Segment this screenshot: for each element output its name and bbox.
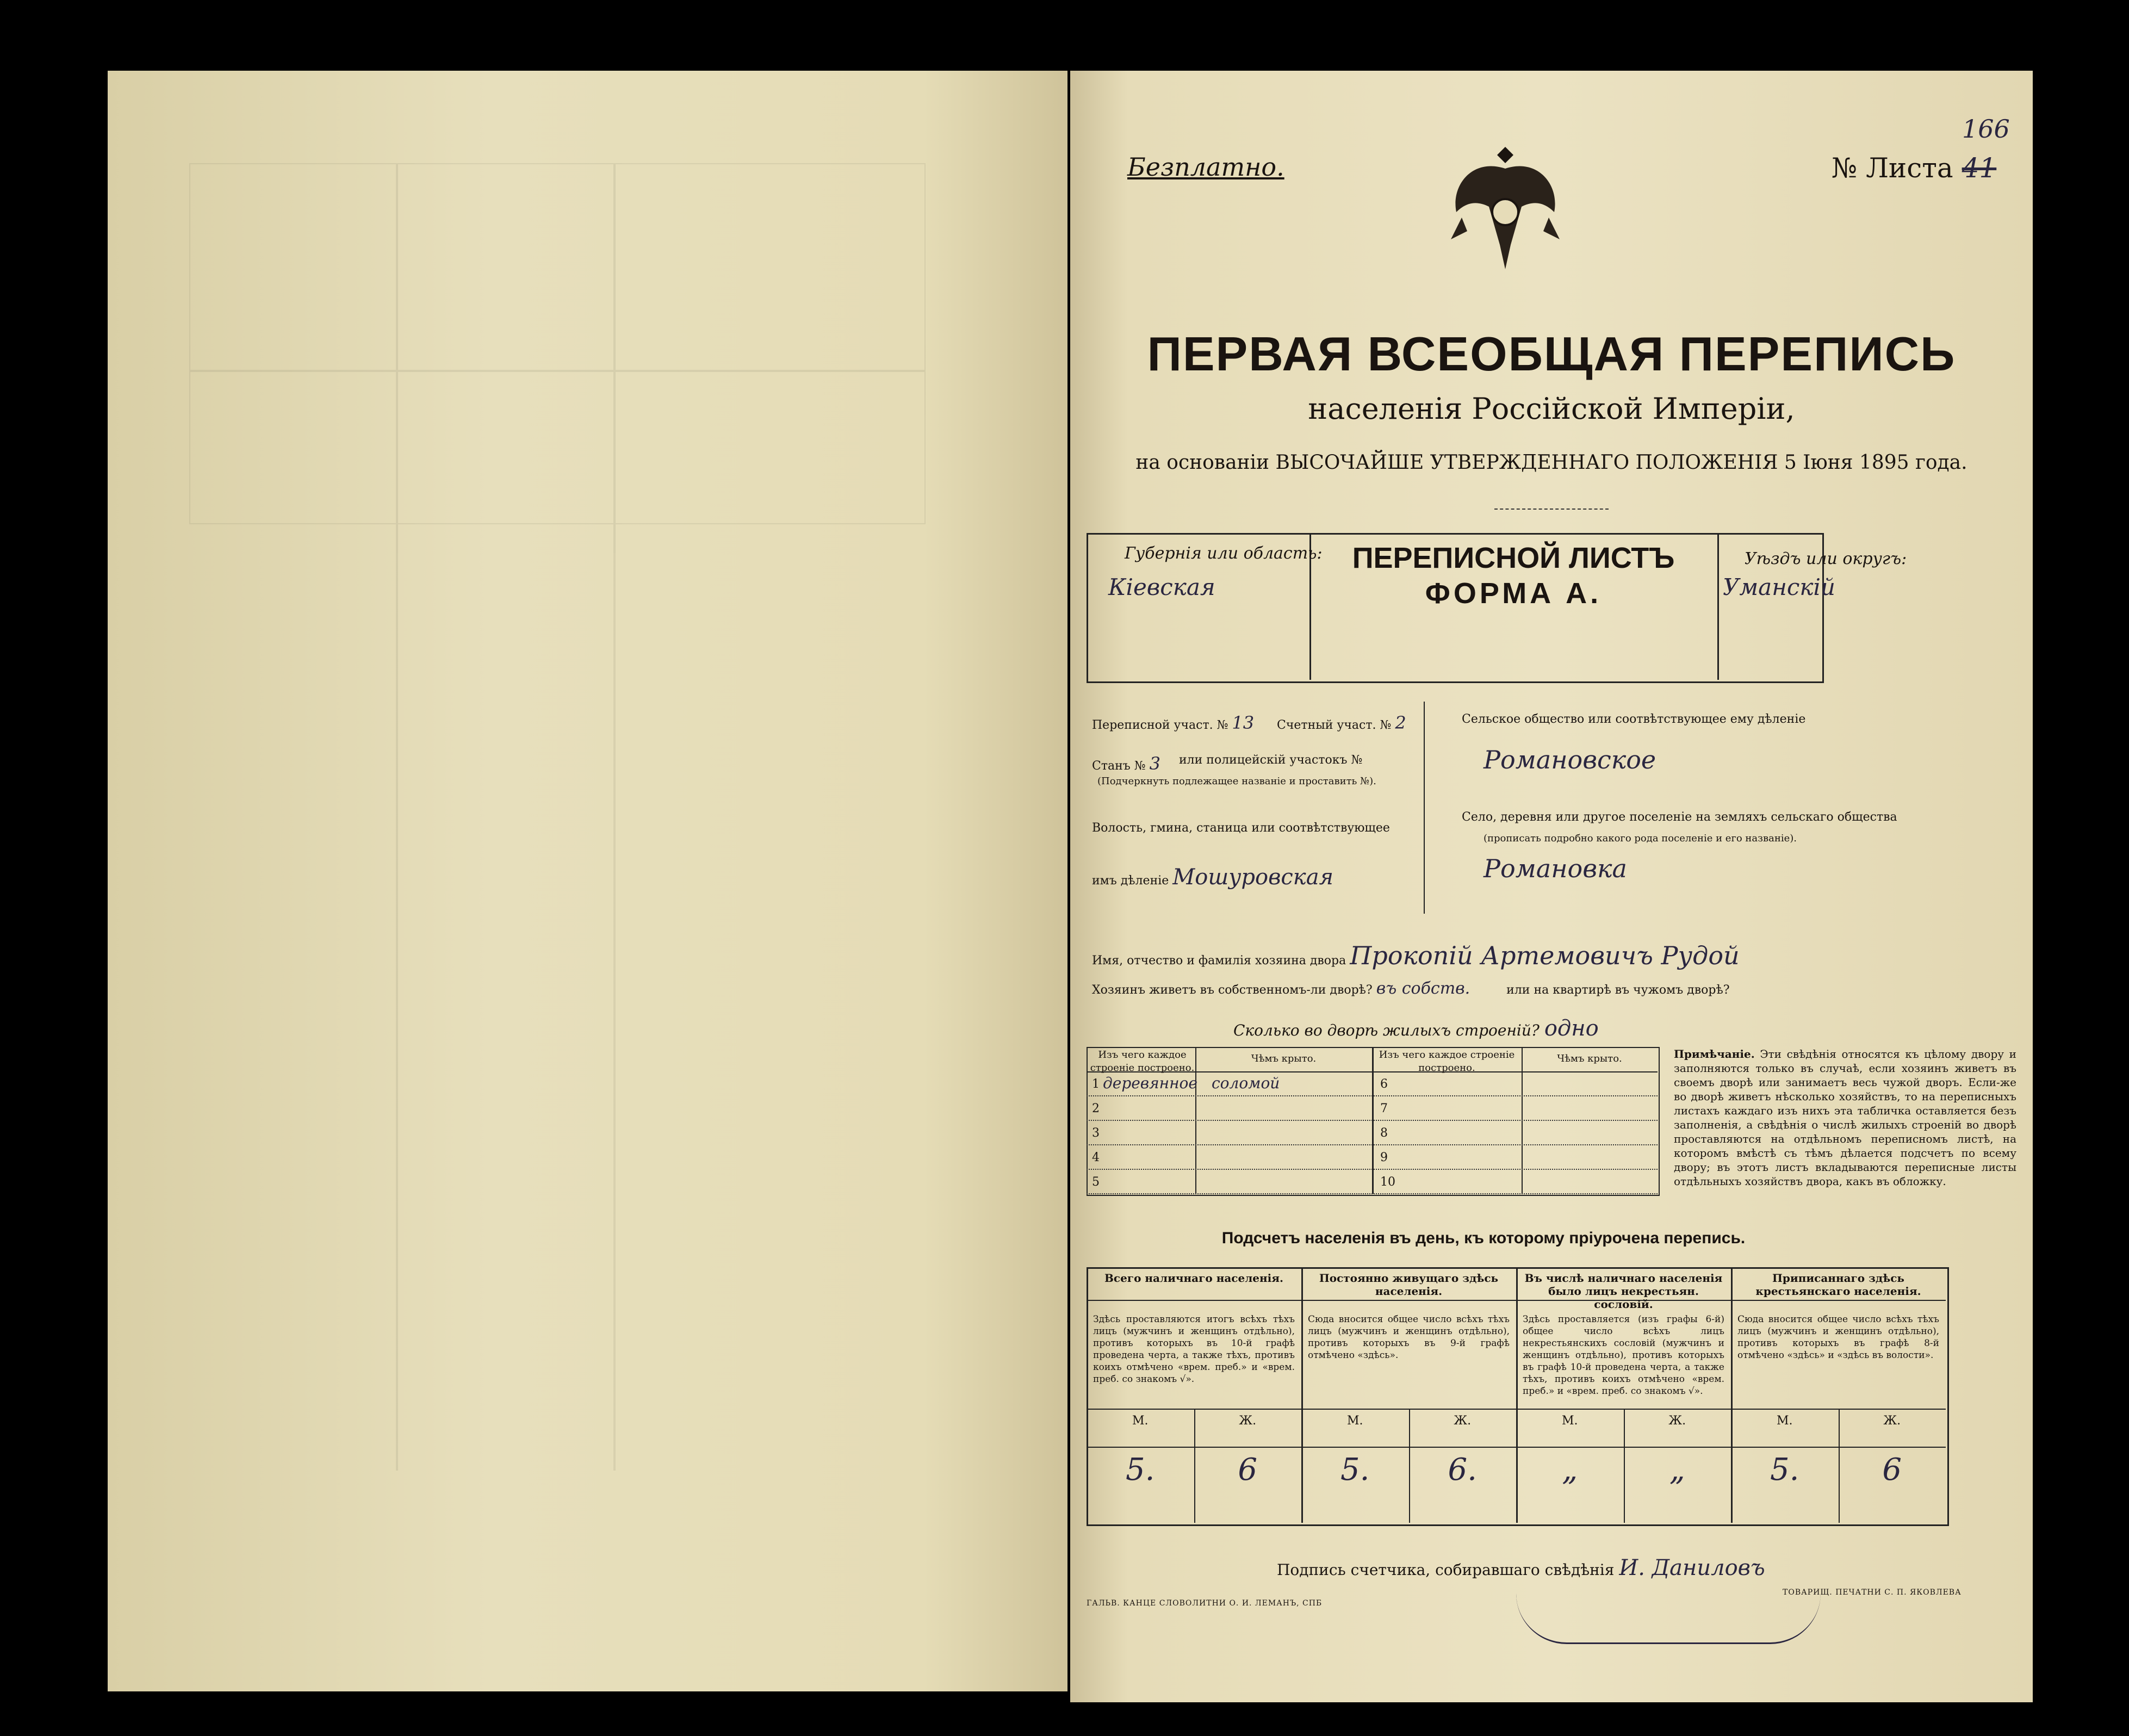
male-label: М. xyxy=(1776,1414,1793,1428)
bt-row-number: 7 xyxy=(1380,1102,1388,1115)
police-label: или полицейскій участокъ № xyxy=(1179,753,1363,767)
bt-row-number: 8 xyxy=(1380,1126,1388,1140)
owner-lives-value: въ собств. xyxy=(1376,979,1470,998)
signature-label: Подпись счетчика, собиравшаго свѣдѣнія xyxy=(1277,1561,1615,1579)
gubernia-value: Кіевская xyxy=(1108,574,1215,600)
main-title: ПЕРВАЯ ВСЕОБЩАЯ ПЕРЕПИСЬ xyxy=(1147,327,1956,381)
male-count: „ xyxy=(1562,1452,1578,1487)
male-label: М. xyxy=(1132,1414,1149,1428)
village-label: Село, деревня или другое поселеніе на земляхъ сельскаго общества xyxy=(1462,810,1897,824)
count-district-label: Счетный участ. № xyxy=(1277,718,1392,732)
bt-row-line xyxy=(1087,1095,1658,1096)
double-headed-eagle-icon xyxy=(1440,136,1571,277)
volost-field xyxy=(1092,865,1333,890)
bt-row-material: деревянное xyxy=(1103,1074,1197,1092)
sheet-number-value: 41 xyxy=(1962,152,1997,184)
female-count: 6 xyxy=(1238,1452,1258,1487)
count-row-line xyxy=(1087,1300,1946,1301)
free-label: Безплатно. xyxy=(1127,152,1284,182)
count-district-value: 2 xyxy=(1395,712,1406,733)
signature-field xyxy=(1277,1555,1765,1580)
buildings-count-value: одно xyxy=(1544,1016,1599,1041)
count-col-head: Постоянно живущаго здѣсь населенія. xyxy=(1319,1272,1499,1298)
census-form-page xyxy=(1070,71,2033,1702)
buildings-count-field xyxy=(1233,1016,1599,1041)
count-row-line xyxy=(1087,1409,1946,1410)
bt-row-number: 4 xyxy=(1092,1151,1100,1164)
male-count: 5. xyxy=(1126,1452,1155,1487)
count-row-line xyxy=(1087,1447,1946,1448)
footer-right: ТОВАРИЩ. ПЕЧАТНИ С. П. ЯКОВЛЕВА xyxy=(1783,1588,1962,1597)
male-count: 5. xyxy=(1340,1452,1370,1487)
bt-row-number: 3 xyxy=(1092,1126,1100,1140)
count-mf-divider xyxy=(1194,1409,1195,1523)
signature-value: И. Даниловъ xyxy=(1619,1555,1765,1580)
owner-name-label: Имя, отчество и фамилія хозяина двора xyxy=(1092,954,1346,968)
buildings-note xyxy=(1674,1047,2016,1188)
society-value: Романовское xyxy=(1484,745,1656,774)
subtitle: населенія Россійской Имперіи, xyxy=(1308,392,1795,426)
female-label: Ж. xyxy=(1668,1414,1686,1428)
volost-label: Волость, гмина, станица или соотвѣтствующее xyxy=(1092,821,1390,835)
volost-label-2: имъ дѣленіе xyxy=(1092,874,1169,888)
basis-line: на основаніи ВЫСОЧАЙШЕ УТВЕРЖДЕННАГО ПОЛОЖЕНІЯ 5 Іюня 1895 года. xyxy=(1135,451,1967,474)
bt-row-roof: соломой xyxy=(1212,1074,1280,1092)
male-label: М. xyxy=(1561,1414,1578,1428)
female-count: „ xyxy=(1669,1452,1685,1487)
sheet-number xyxy=(1832,152,1996,184)
ornament-divider xyxy=(1494,509,1609,510)
male-count: 5. xyxy=(1770,1452,1799,1487)
count-col-head: Въ числѣ наличнаго населенія было лицъ некрестьян. сословій. xyxy=(1524,1272,1723,1311)
uezd-value: Уманскій xyxy=(1723,574,1835,600)
female-label: Ж. xyxy=(1883,1414,1901,1428)
bt-row-line xyxy=(1087,1120,1658,1121)
census-district-label: Переписной участ. № xyxy=(1092,718,1228,732)
owner-lives-field xyxy=(1092,979,1730,998)
count-mf-divider xyxy=(1409,1409,1410,1523)
count-section-title: Подсчетъ населенія въ день, къ которому пріурочена перепись. xyxy=(1221,1229,1746,1247)
owner-lives-label: Хозяинъ живетъ въ собственномъ-ли дворѣ? xyxy=(1092,983,1373,997)
bt-material-head-right: Изъ чего каждое строеніе построено. xyxy=(1379,1049,1515,1074)
census-district-value: 13 xyxy=(1232,712,1255,733)
volost-value: Мошуровская xyxy=(1172,865,1334,890)
form-title-2: ФОРМА А. xyxy=(1425,577,1602,610)
count-col-desc: Сюда вносится общее число всѣхъ тѣхъ лицъ (мужчинъ и женщинъ отдѣльно), противъ которыхъ въ 9-й графѣ отмѣчено «здѣсь». xyxy=(1308,1314,1510,1361)
fields-divider xyxy=(1424,702,1425,914)
bt-material-head-left: Изъ чего каждое строеніе построено. xyxy=(1090,1049,1195,1074)
count-col-head: Приписаннаго здѣсь крестьянскаго населенія. xyxy=(1755,1272,1921,1298)
count-col-head: Всего наличнаго населенія. xyxy=(1104,1272,1283,1285)
female-label: Ж. xyxy=(1454,1414,1472,1428)
village-note: (прописать подробно какого рода поселеніе и его названіе). xyxy=(1484,833,1797,844)
footer-left: ГАЛЬВ. КАНЦЕ СЛОВОЛИТНИ О. И. ЛЕМАНЪ, СПБ xyxy=(1087,1599,1323,1608)
stan-label: Станъ № xyxy=(1092,759,1146,773)
count-col-desc: Здѣсь проставляется (изъ графы 6-й) общее число всѣхъ лицъ некрестьянскихъ сословій (мужчинъ и женщинъ отдѣльно), противъ которыхъ въ графѣ 10-й проведена черта, а также тѣхъ, противъ коихъ отмѣчено «врем. преб.» и «врем. преб. со знакомъ √». xyxy=(1523,1314,1724,1397)
underline-note: (Подчеркнуть подлежащее названіе и проставить №). xyxy=(1097,776,1376,787)
owner-name-field xyxy=(1092,941,1740,970)
form-header-divider-2 xyxy=(1717,533,1719,680)
count-district xyxy=(1277,712,1406,733)
gubernia-label: Губернія или область: xyxy=(1125,544,1323,563)
female-label: Ж. xyxy=(1239,1414,1257,1428)
bt-roof-head-right: Чѣмъ крыто. xyxy=(1557,1053,1622,1064)
bt-row-number: 10 xyxy=(1380,1175,1395,1189)
count-col-desc: Здѣсь проставляются итогъ всѣхъ тѣхъ лицъ (мужчинъ и женщинъ отдѣльно), противъ которыхъ въ 10-й графѣ проведена черта, а также тѣхъ, противъ коихъ отмѣчено «врем. преб.» и «врем. преб. со знакомъ √». xyxy=(1093,1314,1295,1385)
owner-lives-label-2: или на квартирѣ въ чужомъ дворѣ? xyxy=(1506,983,1730,997)
buildings-count-label: Сколько во дворѣ жилыхъ строеній? xyxy=(1233,1021,1540,1039)
bt-row-number: 6 xyxy=(1380,1077,1388,1091)
signature-flourish xyxy=(1516,1594,1821,1644)
society-label: Сельское общество или соотвѣтствующее ему дѣленіе xyxy=(1462,712,1806,726)
left-page xyxy=(108,71,1067,1691)
bt-row-number: 5 xyxy=(1092,1175,1100,1189)
page-number: 166 xyxy=(1962,114,2010,144)
female-count: 6 xyxy=(1882,1452,1902,1487)
stan-field xyxy=(1092,753,1160,774)
bt-row-number: 9 xyxy=(1380,1151,1388,1164)
bt-roof-head-left: Чѣмъ крыто. xyxy=(1251,1053,1317,1064)
bt-row-number: 1 xyxy=(1092,1077,1100,1091)
form-title-1: ПЕРЕПИСНОЙ ЛИСТЪ xyxy=(1352,542,1675,574)
bt-row-line xyxy=(1087,1169,1658,1170)
count-mf-divider xyxy=(1624,1409,1625,1523)
sheet-number-label: № Листа xyxy=(1832,152,1953,184)
buildings-note-title: Примѣчаніе. xyxy=(1674,1047,1755,1061)
bleed-through-pattern xyxy=(189,163,951,1632)
male-label: М. xyxy=(1346,1414,1363,1428)
bt-row-number: 2 xyxy=(1092,1102,1100,1115)
uezd-label: Уѣздъ или округъ: xyxy=(1745,549,1907,568)
bt-row-line xyxy=(1087,1144,1658,1145)
count-col-desc: Сюда вносится общее число всѣхъ тѣхъ лицъ (мужчинъ и женщинъ отдѣльно), противъ которыхъ въ графѣ 8-й отмѣчено «здѣсь» и «здѣсь въ волости». xyxy=(1737,1314,1939,1361)
village-value: Романовка xyxy=(1484,854,1627,883)
owner-name-value: Прокопій Артемовичъ Рудой xyxy=(1350,941,1740,970)
count-mf-divider xyxy=(1839,1409,1840,1523)
buildings-note-text: Эти свѣдѣнія относятся къ цѣлому двору и заполняются только въ случаѣ, если хозяинъ живетъ въ своемъ дворѣ или занимаетъ весь чужой дворъ. Если-же во дворѣ живетъ нѣсколько хозяйствъ, то на переписныхъ листахъ каждаго изъ нихъ эта табличка оставляется безъ заполненія, а свѣдѣнія о числѣ жилыхъ строеній во дворѣ проставляются на отдѣльномъ переписномъ листѣ, на которомъ вмѣстѣ съ тѣмъ дѣлается подсчетъ по всему двору; въ этотъ листъ вкладываются переписные листы отдѣльныхъ хозяйствъ двора, какъ въ обложку. xyxy=(1674,1047,2016,1188)
bt-row-line xyxy=(1087,1193,1658,1194)
census-district xyxy=(1092,712,1254,733)
female-count: 6. xyxy=(1448,1452,1477,1487)
stan-value: 3 xyxy=(1149,753,1160,774)
